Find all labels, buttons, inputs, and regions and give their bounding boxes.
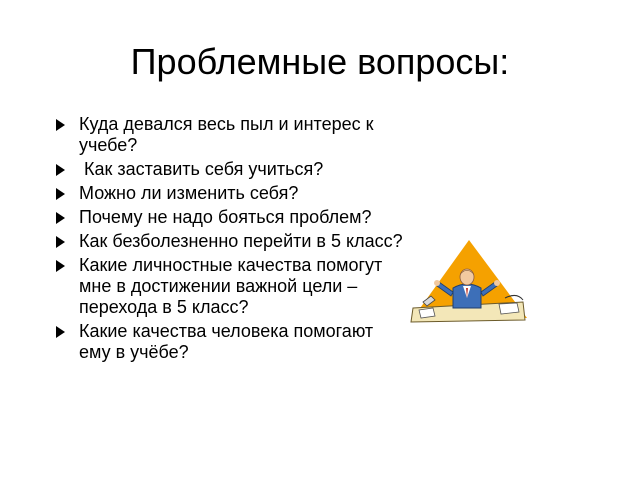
paper-shape [499,303,519,314]
bullet-text: Как безболезненно перейти в 5 класс? [79,231,403,251]
bullet-text: Как заставить себя учиться? [79,159,324,179]
bullet-item [54,231,404,252]
bullet-marker-icon [56,326,65,338]
bullet-list [54,114,404,366]
bullet-item [54,207,404,228]
bullet-marker-icon [56,119,65,131]
bullet-item [54,183,404,204]
bullet-marker-icon [56,188,65,200]
paper-shape [419,308,435,318]
bullet-marker-icon [56,260,65,272]
head-shape [460,269,474,285]
bullet-item [54,255,404,318]
hand-right-shape [494,280,500,286]
bullet-text: Какие качества человека помогают ему в учёбе? [79,321,374,362]
businessman-at-desk-icon [405,236,530,326]
bullet-text: Куда девался весь пыл и интерес к учебе? [79,114,374,155]
slide-title: Проблемные вопросы: [130,41,510,82]
bullet-marker-icon [56,212,65,224]
bullet-item [54,114,404,156]
bullet-item [54,321,404,363]
bullet-text: Почему не надо бояться проблем? [79,207,372,227]
bullet-marker-icon [56,236,65,248]
bullet-text: Какие личностные качества помогут мне в достижении важной цели – перехода в 5 класс? [79,255,383,317]
bullet-text: Можно ли изменить себя? [79,183,299,203]
bullet-item [54,159,404,180]
bullet-marker-icon [56,164,65,176]
hand-left-shape [434,280,440,286]
